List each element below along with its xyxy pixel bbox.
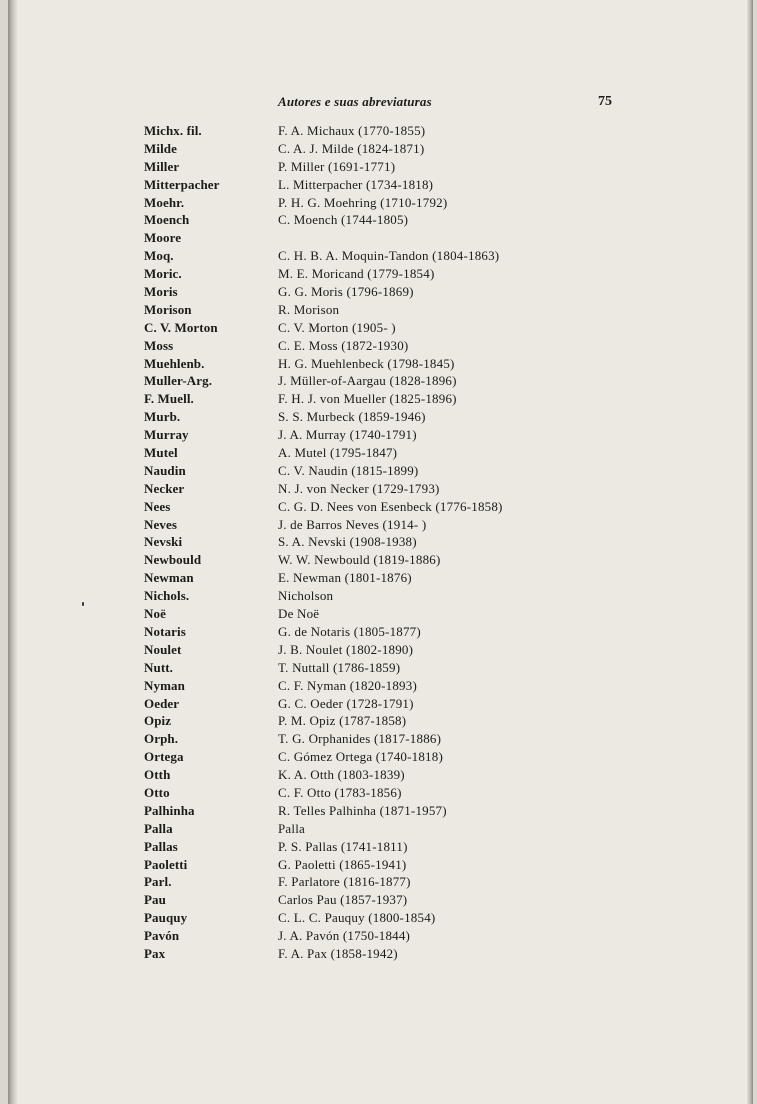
author-full-name: K. A. Otth (1803-1839) <box>278 767 405 783</box>
list-item <box>144 909 614 927</box>
author-full-name: F. H. J. von Mueller (1825-1896) <box>278 391 457 407</box>
author-abbreviation: Michx. fil. <box>144 123 202 138</box>
list-item <box>144 355 614 373</box>
author-full-name: J. A. Murray (1740-1791) <box>278 427 417 443</box>
list-item <box>144 516 614 534</box>
book-page <box>8 0 753 1104</box>
author-abbreviation: Paoletti <box>144 856 188 872</box>
author-abbreviation: Orph. <box>144 731 179 747</box>
author-abbreviation: Moench <box>144 212 190 228</box>
list-item <box>144 766 614 784</box>
author-full-name: C. G. D. Nees von Esenbeck (1776-1858) <box>278 498 503 514</box>
author-abbreviation: Newman <box>144 570 194 586</box>
author-abbreviation: Pallas <box>144 838 178 854</box>
author-abbreviation: Palhinha <box>144 802 195 818</box>
author-abbreviation: Pauquy <box>144 910 188 926</box>
author-abbreviation: Necker <box>144 480 185 496</box>
author-full-name: G. C. Oeder (1728-1791) <box>278 695 414 711</box>
author-full-name: P. S. Pallas (1741-1811) <box>278 838 408 854</box>
page-number: 75 <box>598 94 612 109</box>
author-full-name: F. A. Michaux (1770-1855) <box>278 123 426 138</box>
list-item <box>144 945 614 963</box>
author-abbreviation: Muehlenb. <box>144 355 205 371</box>
ink-mark <box>82 602 84 606</box>
list-item <box>144 337 614 355</box>
author-full-name: L. Mitterpacher (1734-1818) <box>278 176 434 192</box>
list-item <box>144 211 614 229</box>
list-item <box>144 587 614 605</box>
list-item <box>144 533 614 551</box>
list-item <box>144 301 614 319</box>
author-full-name: C. H. B. A. Moquin-Tandon (1804-1863) <box>278 248 500 264</box>
author-full-name: W. W. Newbould (1819-1886) <box>278 552 441 568</box>
list-item <box>144 873 614 891</box>
author-full-name: J. B. Noulet (1802-1890) <box>278 641 414 657</box>
author-abbreviation: Milde <box>144 140 177 156</box>
author-full-name: J. A. Pavón (1750-1844) <box>278 928 411 944</box>
author-full-name: R. Telles Palhinha (1871-1957) <box>278 802 447 818</box>
author-abbreviation: Noë <box>144 606 166 622</box>
author-abbreviation: Pau <box>144 892 166 908</box>
author-abbreviation: Neves <box>144 516 177 532</box>
list-item <box>144 265 614 283</box>
author-full-name: C. V. Naudin (1815-1899) <box>278 462 419 478</box>
list-item <box>144 122 614 140</box>
list-item <box>144 462 614 480</box>
author-abbreviation: Ortega <box>144 749 184 765</box>
list-item <box>144 641 614 659</box>
author-full-name: Carlos Pau (1857-1937) <box>278 892 408 908</box>
author-full-name: R. Morison <box>278 301 340 317</box>
list-item <box>144 569 614 587</box>
author-abbreviation: F. Muell. <box>144 391 194 407</box>
author-abbreviation: Moore <box>144 230 182 246</box>
author-full-name: E. Newman (1801-1876) <box>278 570 412 586</box>
list-item <box>144 891 614 909</box>
author-abbreviation: Nichols. <box>144 588 190 604</box>
author-abbreviation: Miller <box>144 158 180 174</box>
running-title: Autores e suas abreviaturas <box>278 94 432 109</box>
author-full-name: S. S. Murbeck (1859-1946) <box>278 409 426 425</box>
author-abbreviation: Moehr. <box>144 194 185 210</box>
author-full-name: C. Gómez Ortega (1740-1818) <box>278 749 443 765</box>
author-abbreviation: Moric. <box>144 266 182 282</box>
list-item <box>144 319 614 337</box>
author-full-name: C. E. Moss (1872-1930) <box>278 337 409 353</box>
page-edge <box>747 0 753 1104</box>
author-full-name: G. G. Moris (1796-1869) <box>278 284 414 300</box>
list-item <box>144 194 614 212</box>
list-item <box>144 229 614 247</box>
list-item <box>144 838 614 856</box>
author-abbreviation: Oeder <box>144 695 180 711</box>
list-item <box>144 712 614 730</box>
list-item <box>144 158 614 176</box>
author-abbreviation: Opiz <box>144 713 172 729</box>
list-item <box>144 140 614 158</box>
list-item <box>144 372 614 390</box>
author-full-name: P. M. Opiz (1787-1858) <box>278 713 407 729</box>
author-abbreviation: Naudin <box>144 462 186 478</box>
author-abbreviation: Mitterpacher <box>144 176 220 192</box>
author-abbreviation: Nyman <box>144 677 185 693</box>
author-full-name: C. V. Morton (1905- ) <box>278 319 396 335</box>
author-full-name: Palla <box>278 820 305 836</box>
author-abbreviation: Mutel <box>144 445 178 461</box>
author-abbreviation: Nutt. <box>144 659 174 675</box>
author-full-name: H. G. Muehlenbeck (1798-1845) <box>278 355 455 371</box>
author-full-name: F. A. Pax (1858-1942) <box>278 945 398 961</box>
list-item <box>144 695 614 713</box>
author-full-name: F. Parlatore (1816-1877) <box>278 874 411 890</box>
author-full-name: M. E. Moricand (1779-1854) <box>278 266 435 282</box>
author-abbreviation: Noulet <box>144 641 182 657</box>
author-full-name: G. de Notaris (1805-1877) <box>278 623 421 639</box>
author-full-name: S. A. Nevski (1908-1938) <box>278 534 417 550</box>
list-item <box>144 623 614 641</box>
list-item <box>144 176 614 194</box>
list-item <box>144 605 614 623</box>
author-full-name: T. G. Orphanides (1817-1886) <box>278 731 442 747</box>
author-full-name: Nicholson <box>278 588 334 604</box>
author-full-name: P. H. G. Moehring (1710-1792) <box>278 194 448 210</box>
author-abbreviation: Newbould <box>144 552 202 568</box>
author-abbreviation: Otto <box>144 784 170 800</box>
list-item <box>144 408 614 426</box>
author-full-name: G. Paoletti (1865-1941) <box>278 856 407 872</box>
author-full-name: T. Nuttall (1786-1859) <box>278 659 401 675</box>
list-item <box>144 480 614 498</box>
author-abbreviation: C. V. Morton <box>144 319 218 335</box>
author-abbreviation-list <box>144 122 614 963</box>
author-abbreviation: Pax <box>144 945 166 961</box>
author-full-name: J. Müller-of-Aargau (1828-1896) <box>278 373 457 389</box>
list-item <box>144 498 614 516</box>
author-abbreviation: Nevski <box>144 534 183 550</box>
author-abbreviation: Otth <box>144 767 171 783</box>
list-item <box>144 927 614 945</box>
author-abbreviation: Nees <box>144 498 171 514</box>
page-gutter <box>8 0 18 1104</box>
author-full-name: C. F. Nyman (1820-1893) <box>278 677 417 693</box>
list-item <box>144 677 614 695</box>
list-item <box>144 444 614 462</box>
list-item <box>144 247 614 265</box>
author-abbreviation: Notaris <box>144 623 186 639</box>
author-full-name: C. L. C. Pauquy (1800-1854) <box>278 910 436 926</box>
author-abbreviation: Moss <box>144 337 174 353</box>
author-abbreviation: Muller-Arg. <box>144 373 213 389</box>
author-full-name: C. Moench (1744-1805) <box>278 212 409 228</box>
author-full-name: C. A. J. Milde (1824-1871) <box>278 140 425 156</box>
list-item <box>144 551 614 569</box>
list-item <box>144 802 614 820</box>
author-full-name: P. Miller (1691-1771) <box>278 158 396 174</box>
list-item <box>144 856 614 874</box>
author-abbreviation: Parl. <box>144 874 172 890</box>
list-item <box>144 784 614 802</box>
list-item <box>144 426 614 444</box>
list-item <box>144 730 614 748</box>
list-item <box>144 820 614 838</box>
list-item <box>144 748 614 766</box>
author-full-name: J. de Barros Neves (1914- ) <box>278 516 427 532</box>
author-full-name: C. F. Otto (1783-1856) <box>278 784 402 800</box>
list-item <box>144 659 614 677</box>
list-item <box>144 283 614 301</box>
author-abbreviation: Murb. <box>144 409 181 425</box>
author-abbreviation: Palla <box>144 820 173 836</box>
author-full-name: N. J. von Necker (1729-1793) <box>278 480 440 496</box>
list-item <box>144 390 614 408</box>
author-abbreviation: Moris <box>144 284 178 300</box>
author-full-name: De Noë <box>278 606 320 622</box>
author-abbreviation: Morison <box>144 301 192 317</box>
author-abbreviation: Murray <box>144 427 189 443</box>
author-full-name: A. Mutel (1795-1847) <box>278 445 398 461</box>
author-abbreviation: Moq. <box>144 248 174 264</box>
author-abbreviation: Pavón <box>144 928 180 944</box>
